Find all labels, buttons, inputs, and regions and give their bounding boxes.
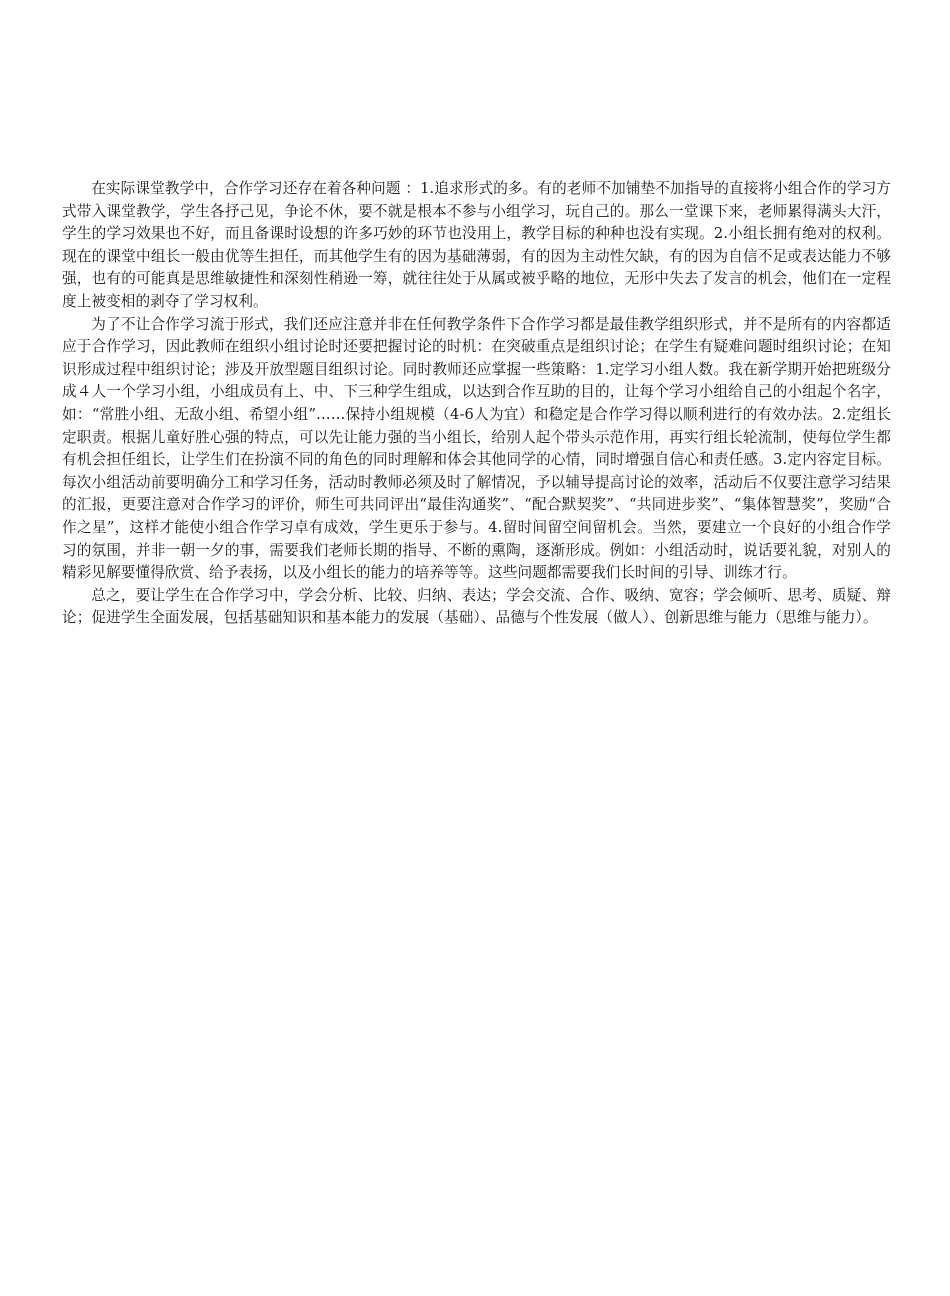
paragraph-problems: 在实际课堂教学中，合作学习还存在着各种问题 ：1.追求形式的多。有的老师不加铺垫不加指导的直接将小组合作的学习方式带入课堂教学，学生各抒己见，争论不休，要不就是根本不参与小组学习，玩自己的。那么一堂课下来，老师累得满头大汗，学生的学习效果也不好，而且备课时设想的许多巧妙的环节也没用上，教学目标的种种也没有实现。2.小组长拥有绝对的权利。现在的课堂中组长一般由优等生担任，而其他学生有的因为基础薄弱，有的因为主动性欠缺，有的因为自信不足或表达能力不够强，也有的可能真是思维敏捷性和深刻性稍逊一筹，就往往处于从属或被乎略的地位，无形中失去了发言的机会，他们在一定程度上被变相的剥夺了学习权利。 xyxy=(62,180,891,310)
paragraph-conclusion: 总之，要让学生在合作学习中，学会分析、比较、归纳、表达；学会交流、合作、吸纳、宽容；学会倾听、思考、质疑、辩论；促进学生全面发展，包括基础知识和基本能力的发展（基础）、品德与个性发展（做人）、创新思维与能力（思维与能力）。 xyxy=(62,586,891,627)
document-page xyxy=(62,178,891,630)
paragraph-strategies: 为了不让合作学习流于形式，我们还应注意并非在任何教学条件下合作学习都是最佳教学组织形式，并不是所有的内容都适应于合作学习，因此教师在组织小组讨论时还要把握讨论的时机：在突破重点是组织讨论；在学生有疑难问题时组织讨论；在知识形成过程中组织讨论；涉及开放型题目组织讨论。同时教师还应掌握一些策略：1.定学习小组人数。我在新学期开始把班级分成４人一个学习小组，小组成员有上、中、下三种学生组成，以达到合作互助的目的，让每个学习小组给自己的小组起个名字，如：“常胜小组、无敌小组、希望小组”……保持小组规模（4-6人为宜）和稳定是合作学习得以顺利进行的有效办法。2.定组长定职责。根据儿童好胜心强的特点，可以先让能力强的当小组长，给别人起个带头示范作用，再实行组长轮流制，使每位学生都有机会担任组长，让学生们在扮演不同的角色的同时理解和体会其他同学的心情，同时增强自信心和责任感。3.定内容定目标。每次小组活动前要明确分工和学习任务，活动时教师必须及时了解情况，予以辅导提高讨论的效率，活动后不仅要注意学习结果的汇报，更要注意对合作学习的评价，师生可共同评出“最佳沟通奖”、“配合默契奖”、“共同进步奖”、“集体智慧奖”，奖励“合作之星”，这样才能使小组合作学习卓有成效，学生更乐于参与。4.留时间留空间留机会。当然，要建立一个良好的小组合作学习的氛围，并非一朝一夕的事，需要我们老师长期的指导、不断的熏陶，逐渐形成。例如：小组活动时，说话要礼貌，对别人的精彩见解要懂得欣赏、给予表扬，以及小组长的能力的培养等等。这些问题都需要我们长时间的引导、训练才行。 xyxy=(62,315,891,582)
